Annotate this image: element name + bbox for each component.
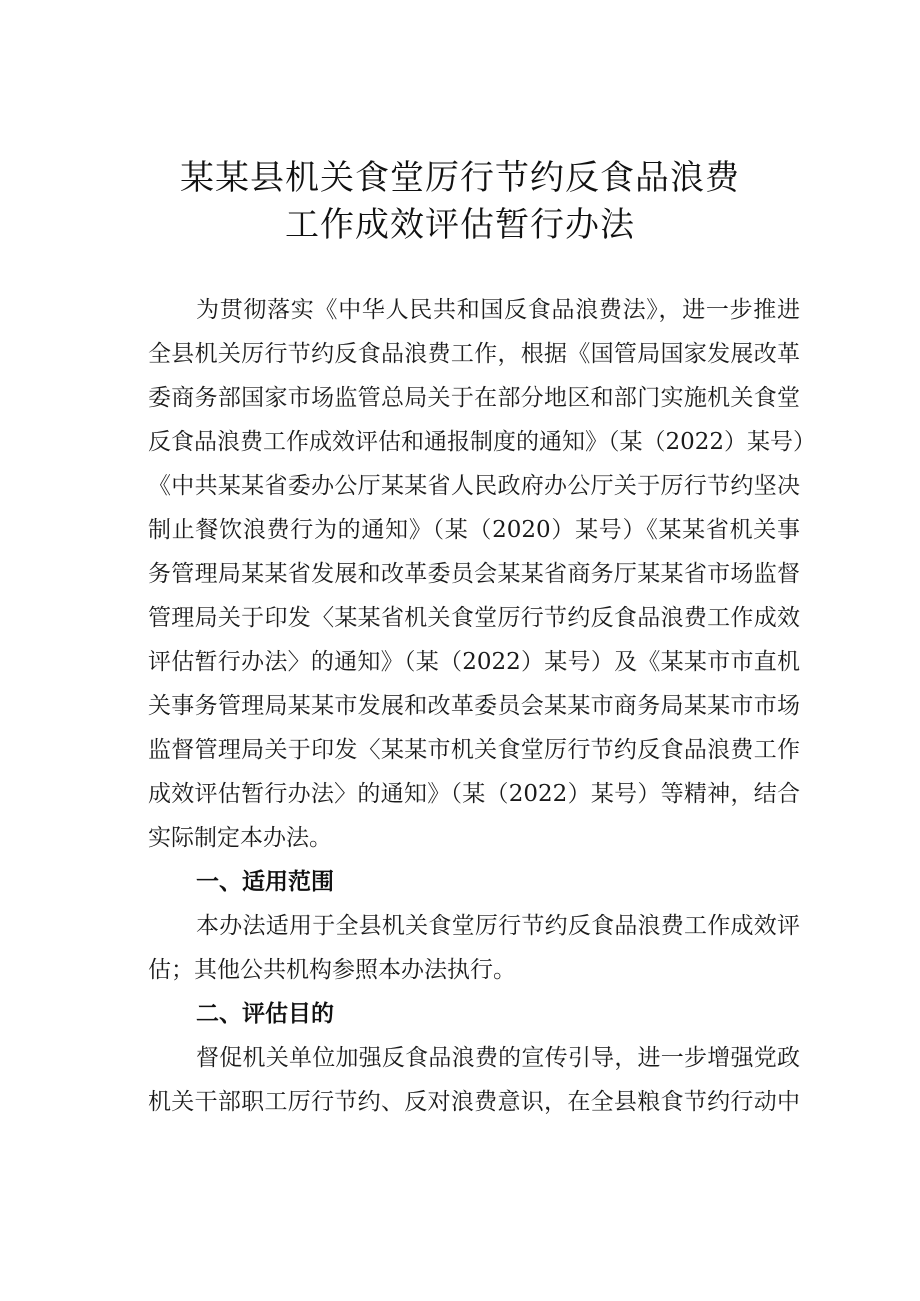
paragraph-line: 反食品浪费工作成效评估和通报制度的通知》（某（2022）某号）	[148, 429, 817, 455]
document-title-line-1: 某某县机关食堂厉行节约反食品浪费	[180, 158, 740, 198]
paragraph-line: 为贯彻落实《中华人民共和国反食品浪费法》，进一步推进	[196, 297, 800, 323]
document-title-line-2: 工作成效评估暂行办法	[285, 205, 635, 245]
paragraph-line: 关事务管理局某某市发展和改革委员会某某市商务局某某市市场	[148, 693, 800, 719]
section-heading-purpose: 二、评估目的	[196, 1001, 334, 1027]
paragraph-line: 务管理局某某省发展和改革委员会某某省商务厅某某省市场监督	[148, 561, 800, 587]
paragraph-line: 督促机关单位加强反食品浪费的宣传引导，进一步增强党政	[196, 1045, 800, 1071]
paragraph-line: 估；其他公共机构参照本办法执行。	[148, 957, 516, 983]
paragraph-line: 全县机关厉行节约反食品浪费工作，根据《国管局国家发展改革	[148, 341, 800, 367]
paragraph-line: 管理局关于印发〈某某省机关食堂厉行节约反食品浪费工作成效	[148, 605, 800, 631]
paragraph-line: 实际制定本办法。	[148, 825, 332, 851]
paragraph-line: 成效评估暂行办法〉的通知》（某（2022）某号）等精神，结合	[148, 781, 800, 807]
paragraph-line: 监督管理局关于印发〈某某市机关食堂厉行节约反食品浪费工作	[148, 737, 800, 763]
paragraph-line: 评估暂行办法〉的通知》（某（2022）某号）及《某某市市直机	[148, 649, 800, 675]
section-heading-scope: 一、适用范围	[196, 869, 334, 895]
paragraph-line: 委商务部国家市场监管总局关于在部分地区和部门实施机关食堂	[148, 385, 800, 411]
paragraph-line: 机关干部职工厉行节约、反对浪费意识，在全县粮食节约行动中	[148, 1089, 800, 1115]
paragraph-line: 本办法适用于全县机关食堂厉行节约反食品浪费工作成效评	[196, 913, 800, 939]
paragraph-line: 制止餐饮浪费行为的通知》（某（2020）某号）《某某省机关事	[148, 517, 800, 543]
paragraph-line: 《中共某某省委办公厅某某省人民政府办公厅关于厉行节约坚决	[148, 473, 800, 499]
